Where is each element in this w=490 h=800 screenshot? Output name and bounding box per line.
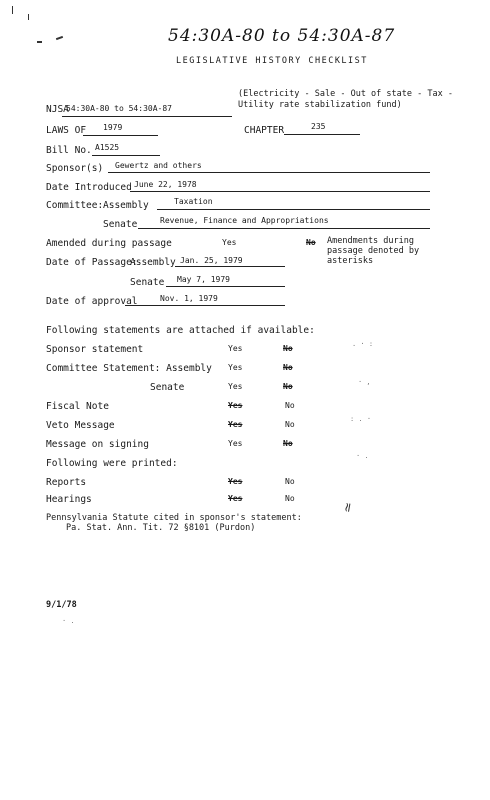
njsa-label: NJSA (46, 104, 69, 115)
njsa-underline (62, 116, 232, 117)
veto-message-no: No (285, 420, 295, 429)
scan-noise: . · : (352, 340, 374, 348)
handwritten-statute-range: 54:30A-80 to 54:30A-87 (168, 26, 396, 46)
chapter-label: CHAPTER (244, 125, 285, 136)
hearings-label: Hearings (46, 494, 92, 505)
scan-noise: · , (358, 378, 371, 386)
committee-assembly-label: Assembly (103, 200, 149, 211)
laws-of-value: 1979 (103, 123, 123, 132)
sponsor-label: Sponsor(s) (46, 163, 104, 174)
amended-note: Amendments during passage denoted by asterisks (327, 236, 420, 266)
committee-senate-underline (138, 228, 430, 229)
reports-no: No (285, 477, 295, 486)
committee-statement-assembly-label: Committee Statement: Assembly (46, 363, 212, 374)
date-of-approval-value: Nov. 1, 1979 (160, 294, 218, 303)
passage-senate-value: May 7, 1979 (177, 275, 230, 284)
scan-noise: · . (62, 617, 75, 625)
committee-senate-value: Revenue, Finance and Appropriations (160, 216, 329, 225)
sponsor-statement-no: No (283, 344, 293, 353)
committee-statement-assembly-no: No (283, 363, 293, 372)
sponsor-statement-label: Sponsor statement (46, 344, 144, 355)
committee-assembly-value: Taxation (174, 197, 213, 206)
handwritten-mark: ≃ (340, 500, 357, 515)
hearings-yes: Yes (228, 494, 243, 503)
veto-message-yes: Yes (228, 420, 243, 429)
committee-statement-senate-label: Senate (150, 382, 185, 393)
committee-senate-label: Senate (103, 219, 138, 230)
scan-noise: : . · (350, 415, 372, 423)
committee-statement-assembly-yes: Yes (228, 363, 243, 372)
printed-intro: Following were printed: (46, 458, 178, 469)
sponsor-value: Gewertz and others (115, 161, 202, 170)
date-introduced-value: June 22, 1978 (134, 180, 197, 189)
date-of-approval-underline (125, 305, 285, 306)
scan-speck (12, 6, 13, 14)
subject-description: (Electricity - Sale - Out of state - Tax - Utility rate stabilization fund) (238, 89, 453, 110)
bill-no-value: A1525 (95, 143, 120, 152)
message-on-signing-no: No (283, 439, 293, 448)
chapter-underline (284, 134, 360, 135)
date-introduced-label: Date Introduced (46, 182, 132, 193)
amended-label: Amended during passage (46, 238, 172, 249)
bill-no-underline (92, 155, 160, 156)
scan-speck (56, 36, 63, 40)
page-title: LEGISLATIVE HISTORY CHECKLIST (176, 56, 368, 66)
committee-label: Committee: (46, 200, 104, 211)
passage-assembly-value: Jan. 25, 1979 (180, 256, 243, 265)
fiscal-note-label: Fiscal Note (46, 401, 109, 412)
scan-speck (37, 41, 42, 43)
fiscal-note-no: No (285, 401, 295, 410)
date-of-passage-label: Date of Passage: (46, 257, 138, 268)
sponsor-underline (108, 172, 430, 173)
amended-no: No (306, 238, 316, 247)
bill-no-label: Bill No. (46, 145, 92, 156)
amended-yes: Yes (222, 238, 237, 247)
attachments-intro: Following statements are attached if available: (46, 325, 315, 336)
laws-of-label: LAWS OF (46, 125, 87, 136)
message-on-signing-yes: Yes (228, 439, 243, 448)
scan-speck (28, 14, 29, 20)
passage-assembly-label: Assembly (130, 257, 176, 268)
sponsor-statement-yes: Yes (228, 344, 243, 353)
njsa-value: 54:30A-80 to 54:30A-87 (66, 104, 172, 113)
veto-message-label: Veto Message (46, 420, 115, 431)
chapter-value: 235 (311, 122, 326, 131)
passage-senate-underline (166, 286, 285, 287)
citation-line-1: Pennsylvania Statute cited in sponsor's statement: (46, 513, 302, 523)
committee-statement-senate-yes: Yes (228, 382, 243, 391)
reports-yes: Yes (228, 477, 243, 486)
committee-assembly-underline (157, 209, 430, 210)
fiscal-note-yes: Yes (228, 401, 243, 410)
date-introduced-underline (130, 191, 430, 192)
passage-assembly-underline (175, 266, 285, 267)
footer-stamp: 9/1/78 (46, 600, 77, 610)
date-of-approval-label: Date of approval (46, 296, 138, 307)
hearings-no: No (285, 494, 295, 503)
laws-of-underline (83, 135, 158, 136)
message-on-signing-label: Message on signing (46, 439, 149, 450)
citation-line-2: Pa. Stat. Ann. Tit. 72 §8101 (Purdon) (66, 523, 256, 533)
reports-label: Reports (46, 477, 87, 488)
passage-senate-label: Senate (130, 277, 165, 288)
scan-noise: · . (356, 452, 369, 460)
committee-statement-senate-no: No (283, 382, 293, 391)
